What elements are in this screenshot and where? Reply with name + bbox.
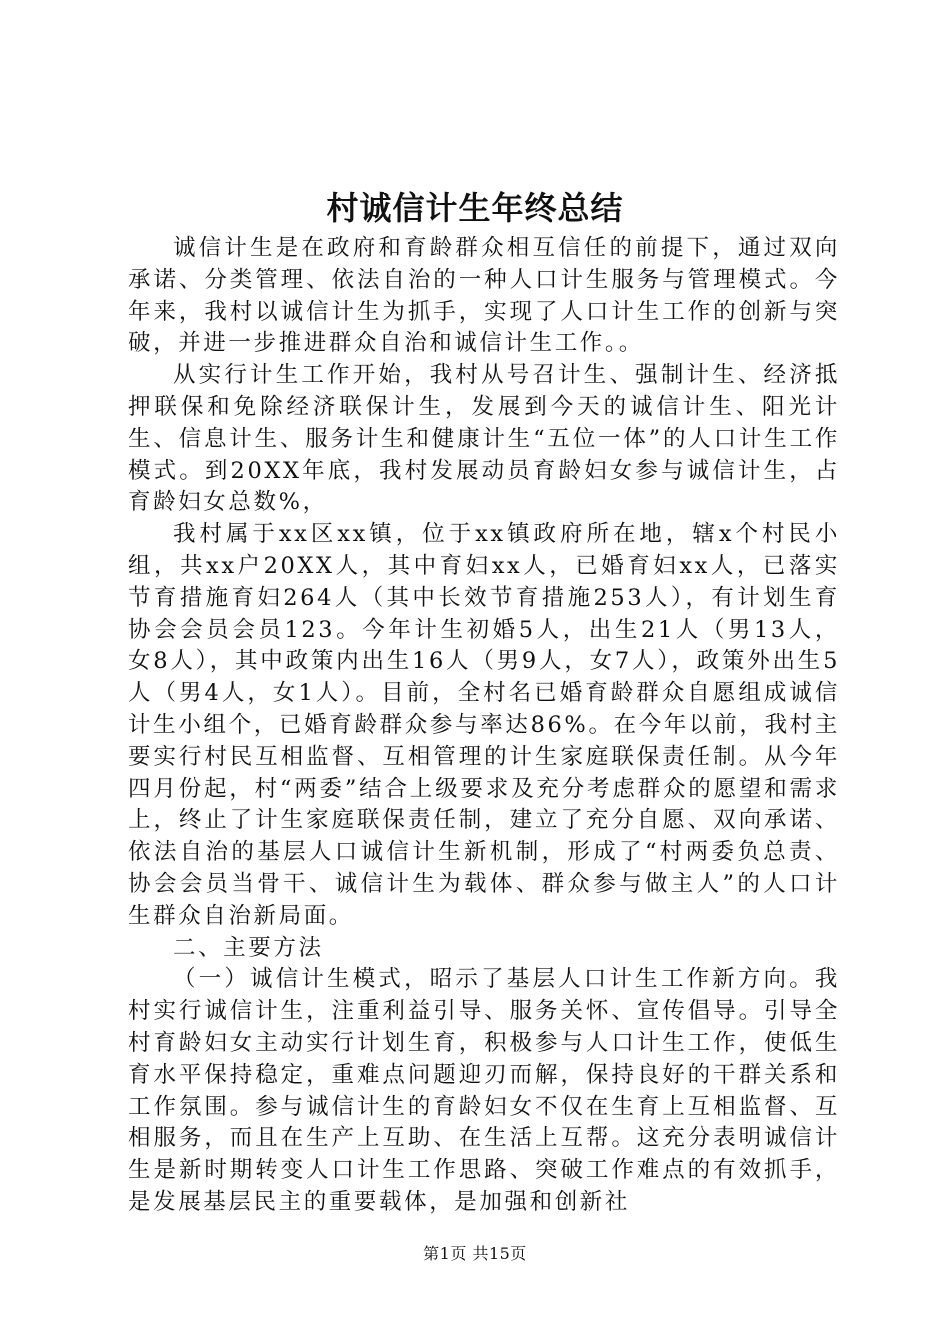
paragraph-intro: 诚信计生是在政府和育龄群众相互信任的前提下，通过双向承诺、分类管理、依法自治的一种人口计生服务与管理模式。今年来，我村以诚信计生为抓手，实现了人口计生工作的创新与突破，并进一步推进群众自治和诚信计生工作。。: [128, 235, 840, 357]
page-footer: 第1页 共15页: [423, 1244, 527, 1263]
document-body: [128, 233, 840, 1219]
section-heading-main-methods: 二、主要方法: [173, 934, 324, 961]
paragraph-history: 从实行计生工作开始，我村从号召计生、强制计生、经济抵押联保和免除经济联保计生，发展到今天的诚信计生、阳光计生、信息计生、服务计生和健康计生“五位一体”的人口计生工作模式。到20XX年底，我村发展动员育龄妇女参与诚信计生，占育龄妇女总数%，: [128, 362, 840, 516]
paragraph-village-overview: 我村属于xx区xx镇，位于xx镇政府所在地，辖x个村民小组，共xx户20XX人，其中育妇xx人，已婚育妇xx人，已落实节育措施育妇264人（其中长效节育措施253人），有计划生育协会会员会员123。今年计生初婚5人，出生21人（男13人，女8人），其中政策内出生16人（男9人，女7人），政策外出生5人（男4人，女1人）。目前，全村名已婚育龄群众自愿组成诚信计生小组个，已婚育龄群众参与率达86%。在今年以前，我村主要实行村民互相监督、互相管理的计生家庭联保责任制。从今年四月份起，村“两委”结合上级要求及充分考虑群众的愿望和需求上，终止了计生家庭联保责任制，建立了充分自愿、双向承诺、依法自治的基层人口诚信计生新机制，形成了“村两委负总责、协会会员当骨干、诚信计生为载体、群众参与做主人”的人口计生群众自治新局面。: [128, 521, 840, 929]
document-title: 村诚信计生年终总结: [326, 189, 624, 227]
paragraph-method-one: （一）诚信计生模式，昭示了基层人口计生工作新方向。我村实行诚信计生，注重利益引导、服务关怀、宣传倡导。引导全村育龄妇女主动实行计划生育，积极参与人口计生工作，使低生育水平保持稳定，重难点问题迎刃而解，保持良好的干群关系和工作氛围。参与诚信计生的育龄妇女不仅在生育上互相监督、互相服务，而且在生产上互助、在生活上互帮。这充分表明诚信计生是新时期转变人口计生工作思路、突破工作难点的有效抓手，是发展基层民主的重要载体，是加强和创新社: [128, 966, 840, 1215]
